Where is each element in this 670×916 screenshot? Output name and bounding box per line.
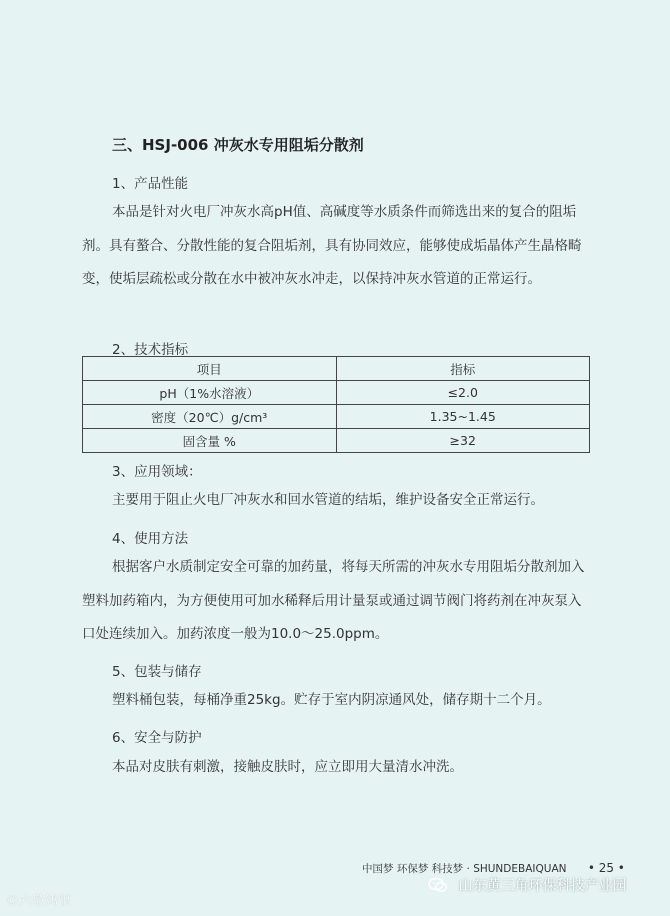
section-title: 三、HSJ-006 冲灰水专用阻垢分散剂 [112, 136, 364, 154]
table-row [83, 405, 590, 429]
paragraph-application: 主要用于阻止火电厂冲灰水和回水管道的结垢，维护设备安全正常运行。 [112, 492, 544, 508]
table-cell: 固含量 % [83, 429, 337, 453]
page-number: • 25 • [587, 861, 625, 875]
paragraph-product-performance: 本品是针对火电厂冲灰水高pH值、高碱度等水质条件而筛选出来的复合的阻垢剂。具有螯合、分散性能的复合阻垢剂，具有协同效应，能够使成垢晶体产生晶格畸变，使垢层疏松或分散在水中被冲灰水冲走，以保持冲灰水管道的正常运行。 [82, 204, 582, 287]
table-cell: 密度（20℃）g/cm³ [83, 405, 337, 429]
table-cell: 1.35~1.45 [336, 405, 590, 429]
heading-usage: 4、使用方法 [112, 531, 189, 547]
footer-slogan: 中国梦 环保梦 科技梦 · SHUNDEBAIQUAN [362, 863, 567, 875]
heading-technical-specs: 2、技术指标 [112, 342, 189, 358]
heading-product-performance: 1、产品性能 [112, 176, 189, 192]
paragraph-safety: 本品对皮肤有刺激，接触皮肤时，应立即用大量清水冲洗。 [112, 759, 463, 775]
paragraph-usage: 根据客户水质制定安全可靠的加药量，将每天所需的冲灰水专用阻垢分散剂加入塑料加药箱内，为方便使用可加水稀释后用计量泵或通过调节阀门将药剂在冲灰泵入口处连续加入。加药浓度一般为10.0～25.0ppm。 [82, 559, 585, 642]
table-header-value: 指标 [336, 357, 590, 381]
heading-safety: 6、安全与防护 [112, 730, 202, 746]
watermark-right-text: 山东黄三角环保科技产业园 [458, 878, 627, 894]
table-row [83, 429, 590, 453]
heading-packaging: 5、包装与储存 [112, 664, 202, 680]
paragraph-packaging: 塑料桶包装，每桶净重25kg。贮存于室内阴凉通风处，储存期十二个月。 [112, 692, 551, 708]
table-cell: pH（1%水溶液） [83, 381, 337, 405]
wechat-icon [428, 877, 448, 893]
spec-table [82, 356, 590, 453]
watermark-right [428, 875, 626, 895]
table-header-item: 项目 [83, 357, 337, 381]
table-cell: ≤2.0 [336, 381, 590, 405]
table-cell: ≥32 [336, 429, 590, 453]
page-footer [362, 861, 625, 876]
table-header-row [83, 357, 590, 381]
watermark-left: ©六敬鸿银 [6, 894, 72, 909]
heading-application: 3、应用领域： [112, 464, 202, 480]
table-row [83, 381, 590, 405]
